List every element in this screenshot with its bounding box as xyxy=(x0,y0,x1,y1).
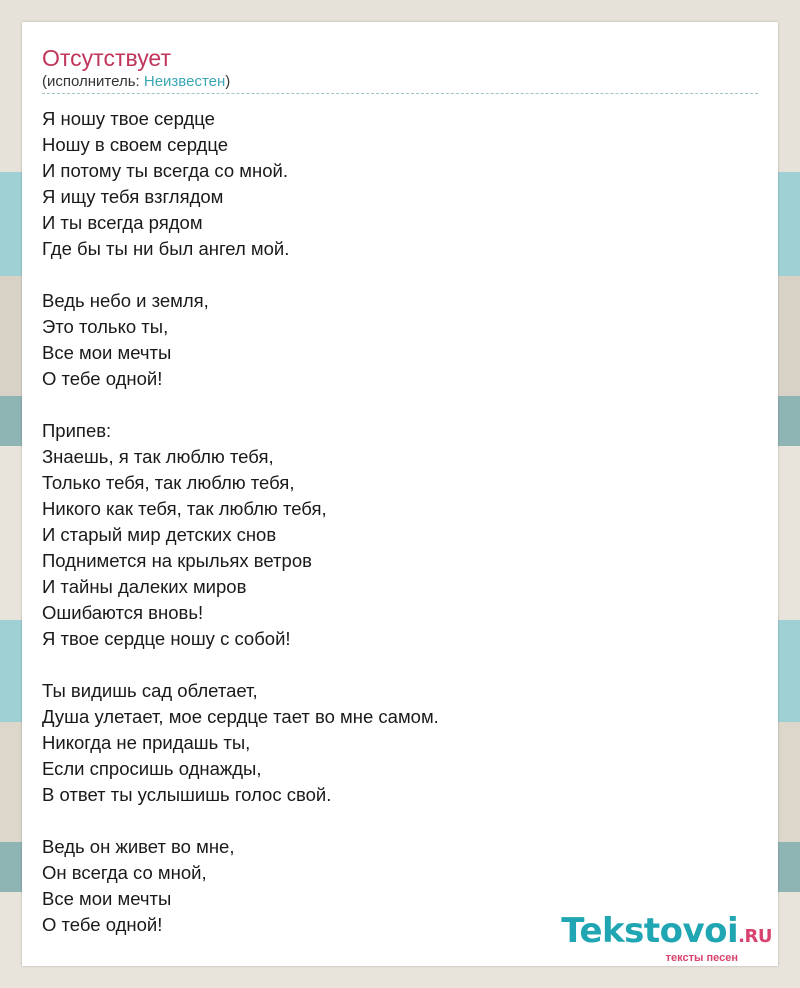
lyrics-line: О тебе одной! xyxy=(42,914,163,935)
artist-line xyxy=(42,73,230,91)
lyrics-line: Никогда не придашь ты, xyxy=(42,732,251,753)
lyrics-line: И потому ты всегда со мной. xyxy=(42,160,289,181)
lyrics-card xyxy=(22,22,778,966)
lyrics-line: Ведь он живет во мне, xyxy=(42,836,235,857)
lyrics-line: Я ищу тебя взглядом xyxy=(42,186,224,207)
lyrics-line xyxy=(42,652,439,678)
lyrics-line: Где бы ты ни был ангел мой. xyxy=(42,238,290,259)
lyrics-line: Он всегда со мной, xyxy=(42,862,207,883)
lyrics-line xyxy=(42,262,439,288)
lyrics-line: И ты всегда рядом xyxy=(42,212,203,233)
lyrics-line: Никого как тебя, так люблю тебя, xyxy=(42,498,327,519)
lyrics-line: Припев: xyxy=(42,420,112,441)
lyrics-line: Все мои мечты xyxy=(42,342,172,363)
lyrics-line: Только тебя, так люблю тебя, xyxy=(42,472,295,493)
lyrics-line xyxy=(42,392,439,418)
logo-subtitle: тексты песен xyxy=(665,952,738,964)
lyrics-line: Поднимется на крыльях ветров xyxy=(42,550,312,571)
lyrics-line: И тайны далеких миров xyxy=(42,576,247,597)
lyrics-line: Если спросишь однажды, xyxy=(42,758,262,779)
lyrics-line: Это только ты, xyxy=(42,316,169,337)
lyrics-line: И старый мир детских снов xyxy=(42,524,277,545)
lyrics-line: Я ношу твое сердце xyxy=(42,108,215,129)
lyrics-line: Все мои мечты xyxy=(42,888,172,909)
logo-tld: .RU xyxy=(738,926,772,947)
lyrics-text xyxy=(42,106,439,938)
lyrics-line: Ведь небо и земля, xyxy=(42,290,209,311)
lyrics-line: Ношу в своем сердце xyxy=(42,134,229,155)
lyrics-line: Ты видишь сад облетает, xyxy=(42,680,258,701)
lyrics-line: Знаешь, я так люблю тебя, xyxy=(42,446,274,467)
logo-text: Tekstovoi xyxy=(561,911,739,951)
lyrics-line: О тебе одной! xyxy=(42,368,163,389)
title-divider xyxy=(42,93,758,94)
lyrics-line: Душа улетает, мое сердце тает во мне самом. xyxy=(42,706,439,727)
lyrics-line: Ошибаются вновь! xyxy=(42,602,204,623)
artist-prefix: (исполнитель: xyxy=(42,73,144,90)
site-logo[interactable] xyxy=(561,911,772,964)
lyrics-line: Я твое сердце ношу с собой! xyxy=(42,628,291,649)
lyrics-line: В ответ ты услышишь голос свой. xyxy=(42,784,332,805)
lyrics-line xyxy=(42,808,439,834)
artist-suffix: ) xyxy=(225,73,231,90)
artist-link[interactable]: Неизвестен xyxy=(143,73,226,90)
song-title: Отсутствует xyxy=(42,45,171,71)
